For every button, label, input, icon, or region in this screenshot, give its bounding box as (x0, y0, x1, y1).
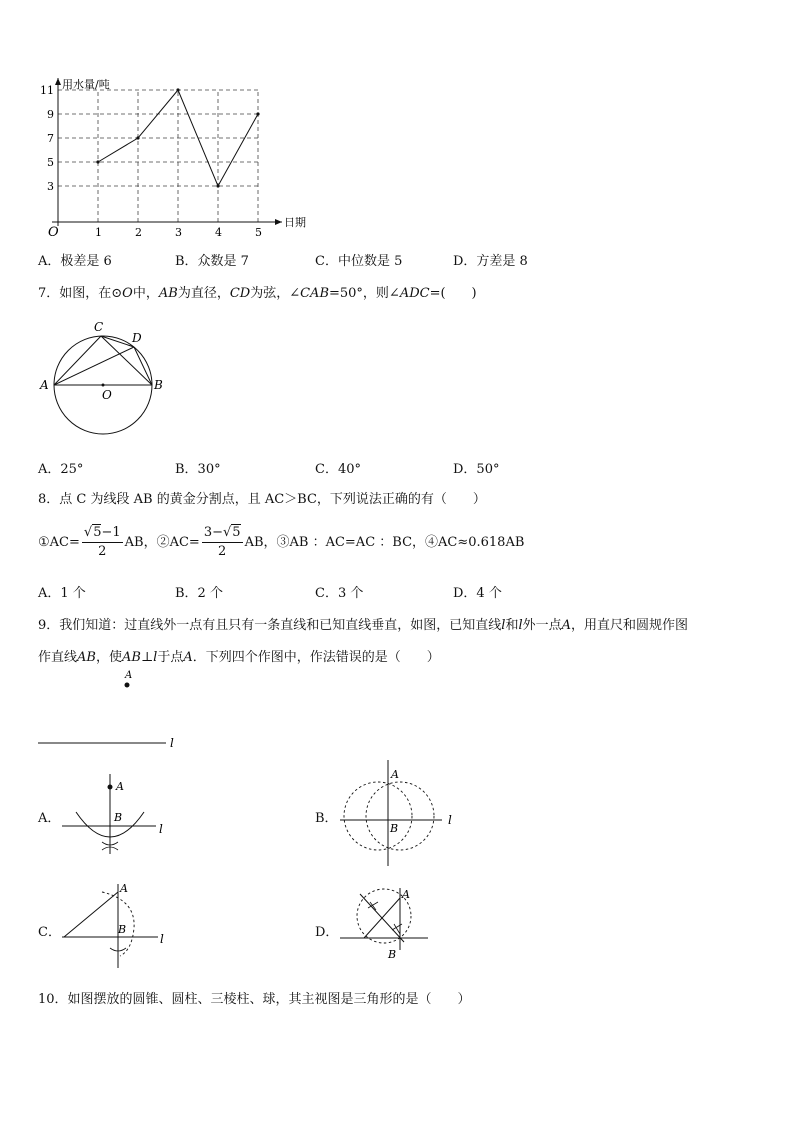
q7-label-o: O (102, 388, 112, 402)
svg-text:A: A (391, 768, 399, 781)
q9-line-l-label: l (170, 736, 174, 750)
svg-text:B: B (114, 811, 123, 824)
q6-y-tick-label: 11 (40, 84, 54, 97)
q7-chord-db (134, 347, 152, 385)
q7-text-b: 中， (132, 286, 159, 301)
q9-diagram-c (58, 880, 178, 970)
q7-option-b[interactable]: B．30° (175, 462, 221, 477)
q9-stem-line1: 9．我们知道：过直线外一点有且只有一条直线和已知直线垂直，如图，已知直线l和l外一点A，用直尺和圆规作图 (38, 618, 689, 633)
q9-var-l: l (501, 618, 506, 633)
q7-label-d: D (132, 331, 142, 345)
q9-given-figure (36, 668, 186, 752)
q6-x-tick-label: 4 (215, 226, 222, 239)
q7-text-d: 为弦，∠ (250, 286, 301, 301)
q6-option-d[interactable]: D．方差是 8 (453, 254, 528, 269)
q9-diagram-a (58, 770, 178, 856)
q10-stem: 10．如图摆放的圆锥、圆柱、三棱柱、球，其主视图是三角形的是（ ） (38, 992, 471, 1007)
q7-option-c[interactable]: C．40° (315, 462, 361, 477)
q6-y-tick-label: 9 (47, 108, 54, 121)
q7-label-a: A (40, 378, 49, 392)
q8-option-d[interactable]: D．4 个 (453, 586, 502, 601)
q6-x-tick-label: 5 (255, 226, 262, 239)
q6-option-a[interactable]: A．极差是 6 (38, 254, 112, 269)
svg-text:l: l (448, 813, 452, 827)
q6-y-tick-label: 3 (47, 180, 54, 193)
q8-s2-radicand: 5 (232, 525, 241, 540)
q9b-circle-left (344, 782, 412, 850)
q9-option-c[interactable]: C． (38, 925, 61, 940)
q9-option-d[interactable]: D． (315, 925, 339, 940)
q6-grid (58, 90, 258, 222)
q6-line-chart (40, 74, 306, 244)
q7-option-a[interactable]: A．25° (38, 462, 84, 477)
q6-y-axis-arrow (55, 78, 61, 85)
q7-stem (38, 282, 477, 301)
q7-text-e: =50°，则∠ (329, 286, 400, 301)
q6-x-tick-label: 1 (95, 226, 102, 239)
q6-option-c[interactable]: C．中位数是 5 (315, 254, 403, 269)
q6-origin-label: O (48, 225, 59, 240)
q7-var-ab: AB (158, 286, 178, 301)
q8-option-c[interactable]: C．3 个 (315, 586, 364, 601)
q7-chord-cd (101, 336, 134, 347)
q6-data-point (96, 160, 99, 163)
svg-text:B: B (390, 822, 399, 835)
q8-s1-pre: ①AC= (38, 535, 80, 550)
q6-x-tick-label: 2 (135, 226, 142, 239)
q9-option-b[interactable]: B． (315, 811, 338, 826)
q9c-hypotenuse (64, 892, 118, 937)
q6-data-point (176, 88, 179, 91)
q7-var-cab: CAB (300, 286, 329, 301)
q6-x-tick-label: 3 (175, 226, 182, 239)
q8-statements (38, 524, 524, 561)
q6-y-axis-label: 用水量/吨 (62, 78, 110, 91)
q7-text-f: =( ) (429, 286, 477, 301)
q8-s2-num-a: 3− (203, 525, 223, 540)
q7-label-c: C (94, 320, 104, 334)
q6-data-point (256, 112, 259, 115)
q6-data-point (136, 136, 139, 139)
svg-text:A: A (402, 888, 410, 901)
svg-text:A: A (120, 882, 128, 895)
q6-tick-labels (40, 77, 306, 240)
q9-point-a (125, 683, 130, 688)
svg-text:B: B (118, 923, 127, 936)
q9-point-a-label: A (125, 670, 133, 681)
q8-s1-post: AB，②AC= (124, 535, 200, 550)
q8-s2-post: AB，③AB ：AC=AC ：BC，④AC≈0.618AB (244, 535, 525, 550)
q7-chord-cb (101, 336, 152, 385)
q7-option-d[interactable]: D．50° (453, 462, 500, 477)
q7-var-cd: CD (229, 286, 251, 301)
svg-text:B: B (388, 948, 397, 961)
q6-y-tick-label: 5 (47, 156, 54, 169)
q9a-point-a (108, 785, 113, 790)
q7-var-o: O (122, 286, 133, 301)
q9-stem-line2: 作直线AB，使AB⊥l于点A．下列四个作图中，作法错误的是（ ） (38, 650, 440, 665)
q7-text-c: 为直径， (177, 286, 230, 301)
q7-text-a: 7．如图，在⊙ (38, 286, 123, 301)
q8-stem: 8．点 C 为线段 AB 的黄金分割点，且 AC＞BC，下列说法正确的有（ ） (38, 492, 486, 507)
svg-text:l: l (160, 932, 164, 946)
q8-s1-fraction: $\frac{√5-1}{2}$ (83, 525, 121, 559)
q9-option-a[interactable]: A． (38, 811, 61, 826)
q8-s1-num-rest: −1 (101, 525, 121, 540)
q6-axes (52, 78, 282, 226)
q7-label-b: B (154, 378, 163, 392)
q7-center-dot (102, 384, 105, 387)
q7-var-adc: ADC (399, 286, 430, 301)
q7-circle-diagram (36, 318, 176, 442)
q8-option-a[interactable]: A．1 个 (38, 586, 86, 601)
q9-diagram-d (336, 880, 446, 970)
q6-data-point (216, 184, 219, 187)
q9b-circle-right (366, 782, 434, 850)
q8-s2-den: 2 (218, 544, 227, 559)
svg-text:l: l (159, 822, 163, 836)
q8-option-b[interactable]: B．2 个 (175, 586, 223, 601)
q6-x-axis-arrow (275, 219, 282, 225)
q9-diagram-b (336, 758, 466, 868)
q6-option-b[interactable]: B．众数是 7 (175, 254, 249, 269)
q8-s2-fraction: $\frac{3-√5}{2}$ (203, 525, 241, 559)
q8-s1-radicand: 5 (93, 525, 102, 540)
svg-text:A: A (116, 780, 124, 793)
q6-y-tick-label: 7 (47, 132, 54, 145)
q8-s1-den: 2 (98, 544, 107, 559)
q6-x-axis-label: 日期 (284, 216, 306, 229)
